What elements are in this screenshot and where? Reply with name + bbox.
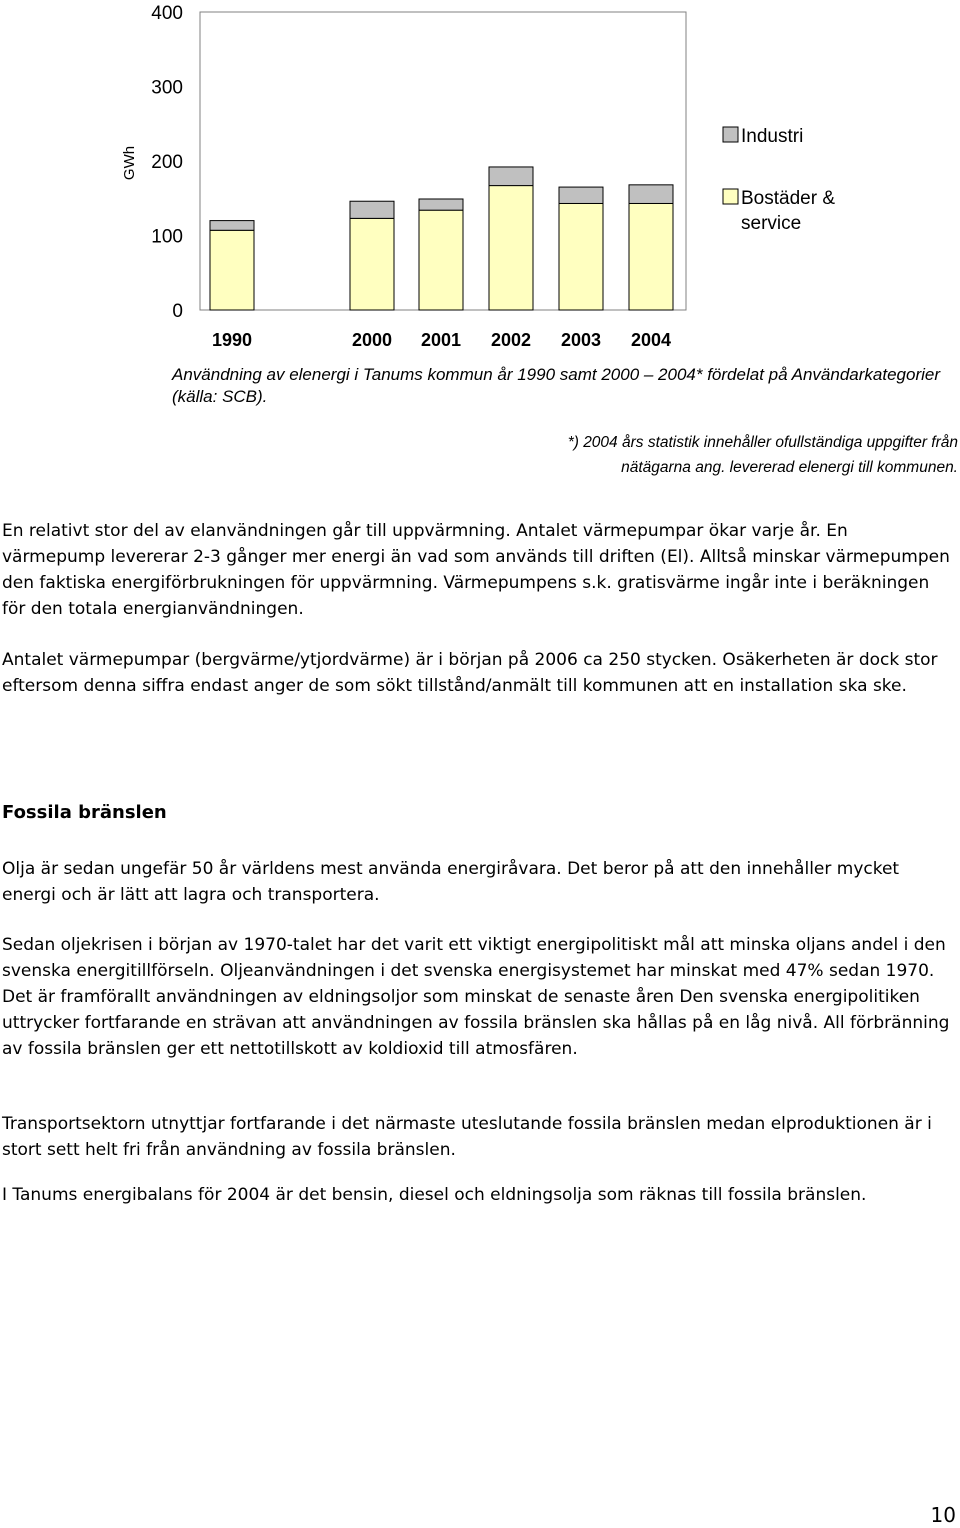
chart-caption: Användning av elenergi i Tanums kommun år 1990 samt 2000 – 2004* fördelat på Användarkategorier (källa: SCB).	[172, 365, 941, 406]
paragraph-oil-usage: Olja är sedan ungefär 50 år världens mest använda energiråvara. Det beror på att den innehåller mycket energi och är lätt att lagra och transportera.	[2, 859, 900, 905]
bar-industri	[559, 187, 603, 203]
paragraph-heat-pumps: En relativt stor del av elanvändningen går till uppvärmning. Antalet värmepumpar ökar varje år. En värmepump levererar 2-3 gånger mer energi än vad som används till driften (El). Alltså minskar värmepumpen den faktiska energiförbrukningen för uppvärmning. Värmepumpens s.k. gratisvärme ingår inte i beräkningen för den totala energianvändningen.	[2, 521, 950, 619]
bar-bostader-service	[629, 203, 673, 310]
x-tick-label: 2002	[490, 330, 532, 350]
bar-bostader-service	[419, 210, 463, 310]
y-tick-label: 200	[151, 152, 183, 173]
page-number: 10	[930, 1503, 956, 1527]
paragraph-energy-balance: I Tanums energibalans för 2004 är det bensin, diesel och eldningsolja som räknas till fossila bränslen.	[2, 1185, 867, 1205]
x-tick-label: 1990	[211, 330, 253, 350]
legend-swatch-bostader	[723, 189, 738, 204]
y-tick-label: 0	[172, 301, 183, 322]
bar-industri	[629, 185, 673, 204]
bar-bostader-service	[559, 203, 603, 310]
bar-industri	[419, 199, 463, 210]
electricity-use-chart	[0, 0, 960, 360]
legend-label-bostader: Bostäder & service	[741, 188, 835, 234]
y-tick-label: 100	[151, 226, 183, 248]
paragraph-heat-pump-count: Antalet värmepumpar (bergvärme/ytjordvärme) är i början på 2006 ca 250 stycken. Osäkerheten är dock stor eftersom denna siffra endast anger de som sökt tillstånd/anmält till kommunen att en installation ska ske.	[2, 650, 938, 696]
y-tick-label: 400	[151, 3, 183, 24]
bar-industri	[210, 221, 254, 231]
legend-swatch-industri	[723, 127, 738, 142]
chart-footnote: *) 2004 års statistik innehåller ofullständiga uppgifter från nätägarna ang. levererad elenergi till kommunen.	[567, 434, 958, 476]
legend-label-industri: Industri	[741, 126, 804, 147]
bar-industri	[489, 167, 533, 186]
x-tick-label: 2001	[420, 330, 462, 350]
x-tick-label: 2000	[351, 330, 393, 350]
paragraph-oil-crisis: Sedan oljekrisen i början av 1970-talet har det varit ett viktigt energipolitiskt mål att minska oljans andel i den svenska energitillförseln. Oljeanvändningen i det svenska energisystemet har minskat med 47% sedan 1970. Det är framförallt användningen av eldningsoljor som minskat de senaste åren Den svenska energipolitiken uttrycker fortfarande en strävan att användningen av fossila bränslen ska hållas på en låg nivå. All förbränning av fossila bränslen ger ett nettotillskott av koldioxid till atmosfären.	[2, 935, 950, 1059]
x-tick-label: 2003	[560, 330, 602, 350]
paragraph-transport: Transportsektorn utnyttjar fortfarande i det närmaste uteslutande fossila bränslen medan elproduktionen är i stort sett helt fri från användning av fossila bränslen.	[2, 1114, 932, 1160]
x-tick-label: 2004	[630, 330, 672, 350]
legend	[723, 126, 840, 234]
y-tick-label: 300	[151, 77, 183, 99]
bar-bostader-service	[210, 230, 254, 310]
bar-industri	[350, 201, 394, 218]
bar-bostader-service	[350, 218, 394, 310]
y-axis-label: GWh	[121, 145, 138, 181]
bar-bostader-service	[489, 186, 533, 310]
section-heading: Fossila bränslen	[2, 802, 167, 823]
